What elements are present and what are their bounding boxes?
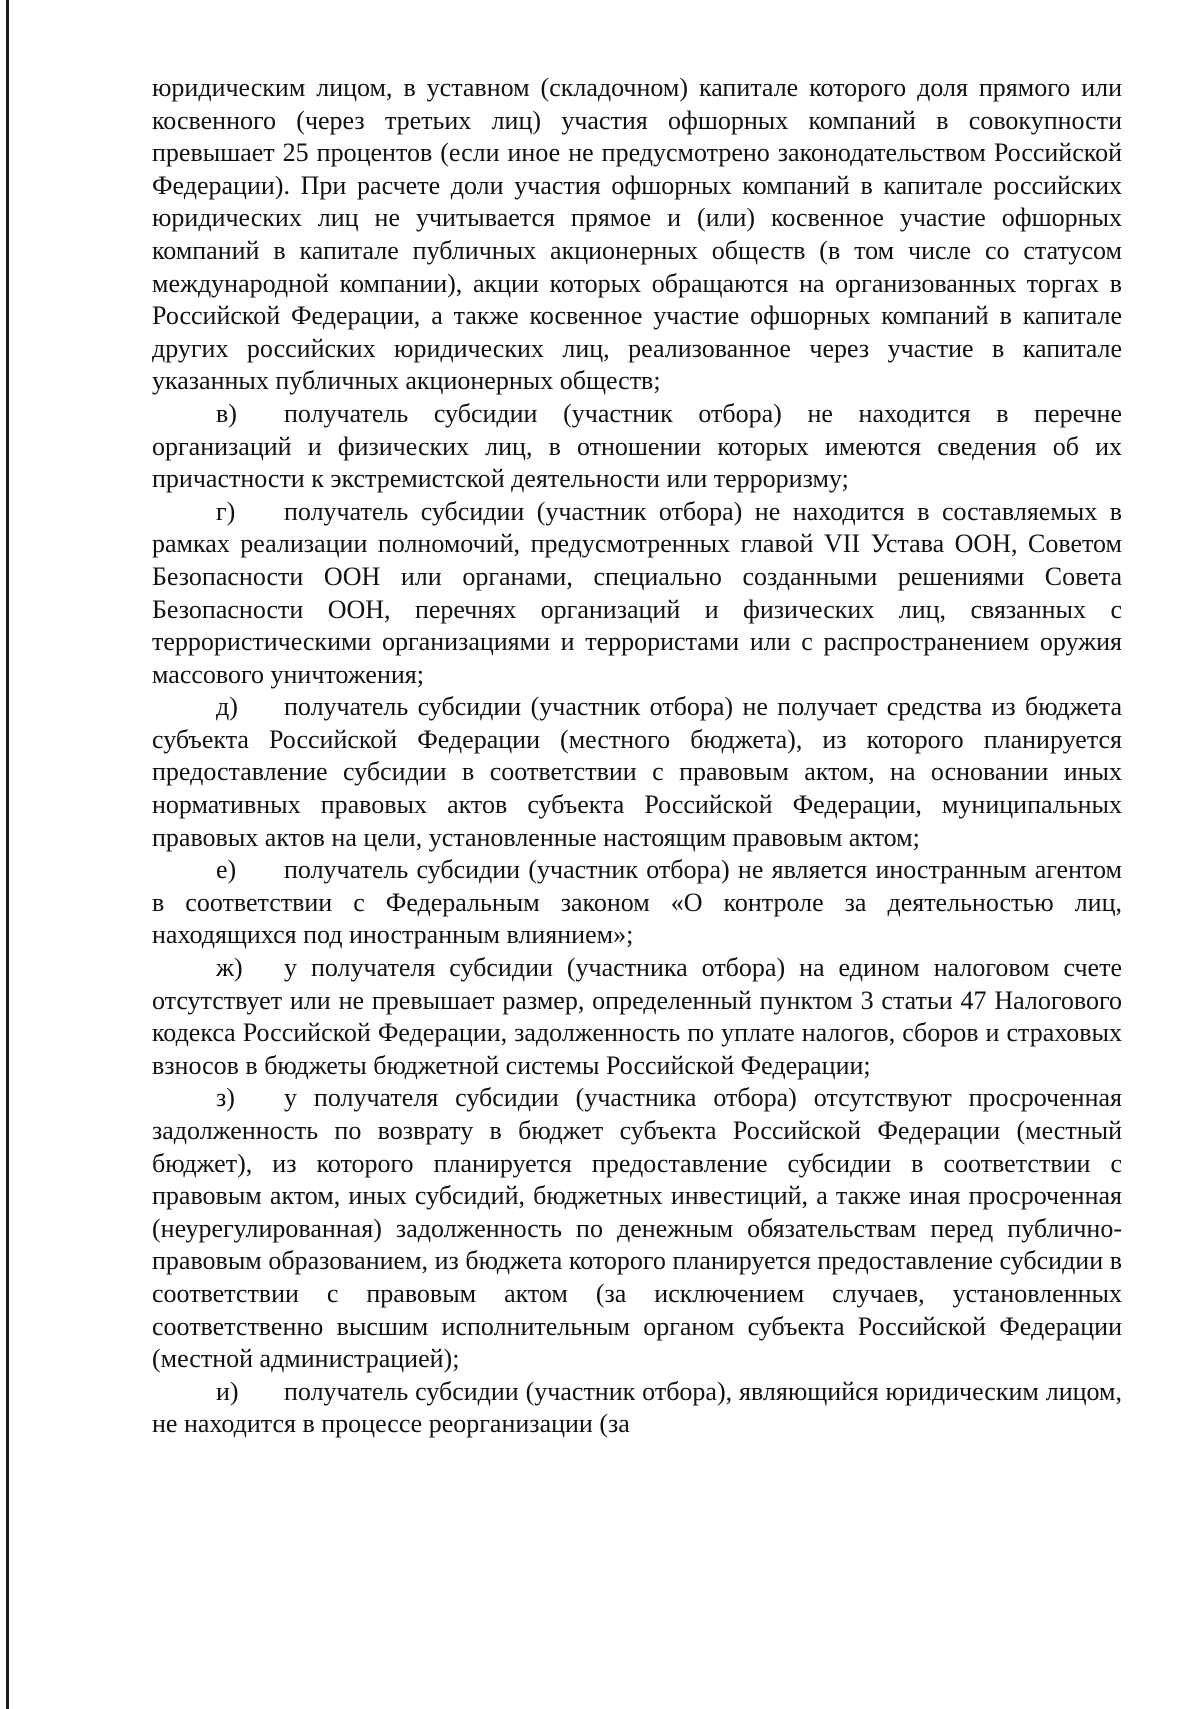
paragraph-text: получатель субсидии (участник отбора) не является иностранным агентом в соответствии с Федеральным законом «О контроле за деятельностью лиц, находящихся под иностранным влиянием»; [152,855,1122,950]
scan-left-edge [6,0,9,1709]
item-letter: и) [216,1376,239,1406]
paragraph-continuation [152,72,1122,398]
item-letter: е) [216,855,237,885]
paragraph-text: у получателя субсидии (участника отбора) отсутствуют просроченная задолженность по возврату в бюджет субъекта Российской Федерации (местный бюджет), из которого планируется предоставление субсидии в соответствии с правовым актом, иных субсидий, бюджетных инвестиций, а также иная просроченная (неурегулированная) задолженность по денежным обязательствам перед публично-правовым образованием, из бюджета которого планируется предоставление субсидии в соответствии с правовым актом (за исключением случаев, установленных соответственно высшим исполнительным органом субъекта Российской Федерации (местной администрацией); [152,1083,1122,1374]
paragraph-text: получатель субсидии (участник отбора) не находится в составляемых в рамках реализации полномочий, предусмотренных главой VII Устава ООН, Советом Безопасности ООН или органами, специально созданными решениями Совета Безопасности ООН, перечнях организаций и физических лиц, связанных с террористическими организациями и террористами или с распространением оружия массового уничтожения; [152,496,1122,689]
paragraph-item-g [152,496,1122,692]
paragraph-item-zh [152,952,1122,1082]
paragraph-item-d [152,691,1122,854]
item-letter: ж) [216,953,243,983]
item-letter: д) [216,692,238,722]
item-letter: в) [216,398,237,428]
paragraph-text: у получателя субсидии (участника отбора) на едином налоговом счете отсутствует или не превышает размер, определенный пунктом 3 статьи 47 Налогового кодекса Российской Федерации, задолженность по уплате налогов, сборов и страховых взносов в бюджеты бюджетной системы Российской Федерации; [152,953,1122,1080]
paragraph-item-z [152,1082,1122,1375]
item-letter: з) [216,1083,235,1113]
paragraph-text: юридическим лицом, в уставном (складочном) капитале которого доля прямого или косвенного (через третьих лиц) участия офшорных компаний в совокупности превышает 25 процентов (если иное не предусмотрено законодательством Российской Федерации). При расчете доли участия офшорных компаний в капитале российских юридических лиц не учитывается прямое и (или) косвенное участие офшорных компаний в капитале публичных акционерных обществ (в том числе со статусом международной компании), акции которых обращаются на организованных торгах в Российской Федерации, а также косвенное участие офшорных компаний в капитале других российских юридических лиц, реализованное через участие в капитале указанных публичных акционерных обществ; [152,73,1122,396]
paragraph-item-e [152,854,1122,952]
paragraph-text: получатель субсидии (участник отбора) не получает средства из бюджета субъекта Российской Федерации (местного бюджета), из которого планируется предоставление субсидии в соответствии с правовым актом, на основании иных нормативных правовых актов субъекта Российской Федерации, муниципальных правовых актов на цели, установленные настоящим правовым актом; [152,692,1122,852]
paragraph-item-i [152,1376,1122,1441]
paragraph-text: получатель субсидии (участник отбора), являющийся юридическим лицом, не находится в процессе реорганизации (за [152,1376,1122,1439]
item-letter: г) [216,496,236,526]
document-body [152,72,1122,1441]
paragraph-item-v [152,398,1122,496]
paragraph-text: получатель субсидии (участник отбора) не находится в перечне организаций и физических лиц, в отношении которых имеются сведения об их причастности к экстремистской деятельности или терроризму; [152,398,1122,494]
